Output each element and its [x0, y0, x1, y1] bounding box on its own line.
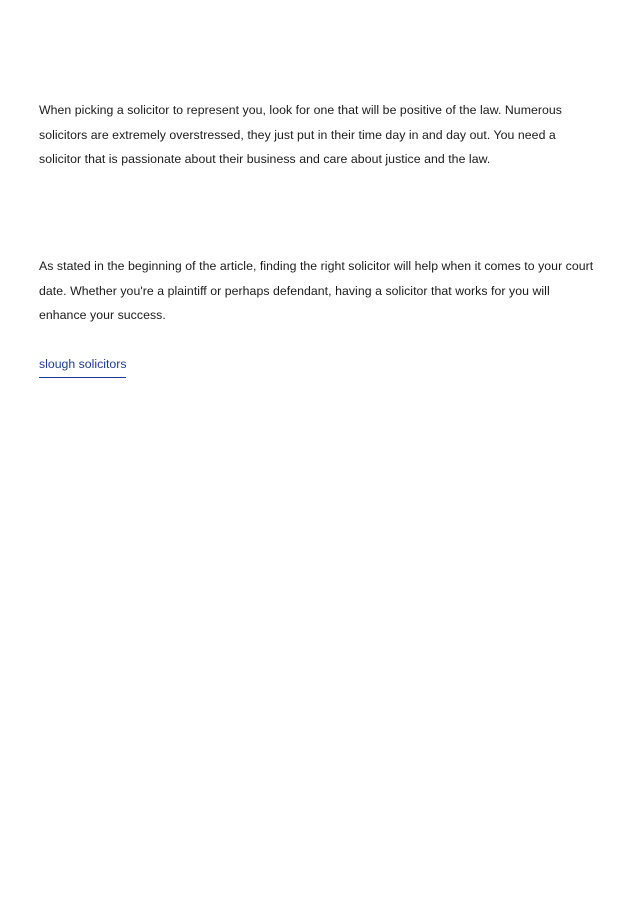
slough-solicitors-link[interactable]: slough solicitors [39, 352, 126, 378]
body-paragraph-1: When picking a solicitor to represent you, look for one that will be positive of the law. Numerous solicitors are extremely overstressed, they just put in their time day in and day out. You need a solicitor that is passionate about their business and care about justice and the law. [39, 103, 562, 166]
body-paragraph-2: As stated in the beginning of the article, finding the right solicitor will help when it comes to your court date. Whether you're a plaintiff or perhaps defendant, having a solicitor that works for you will enhance your success. [39, 259, 594, 322]
